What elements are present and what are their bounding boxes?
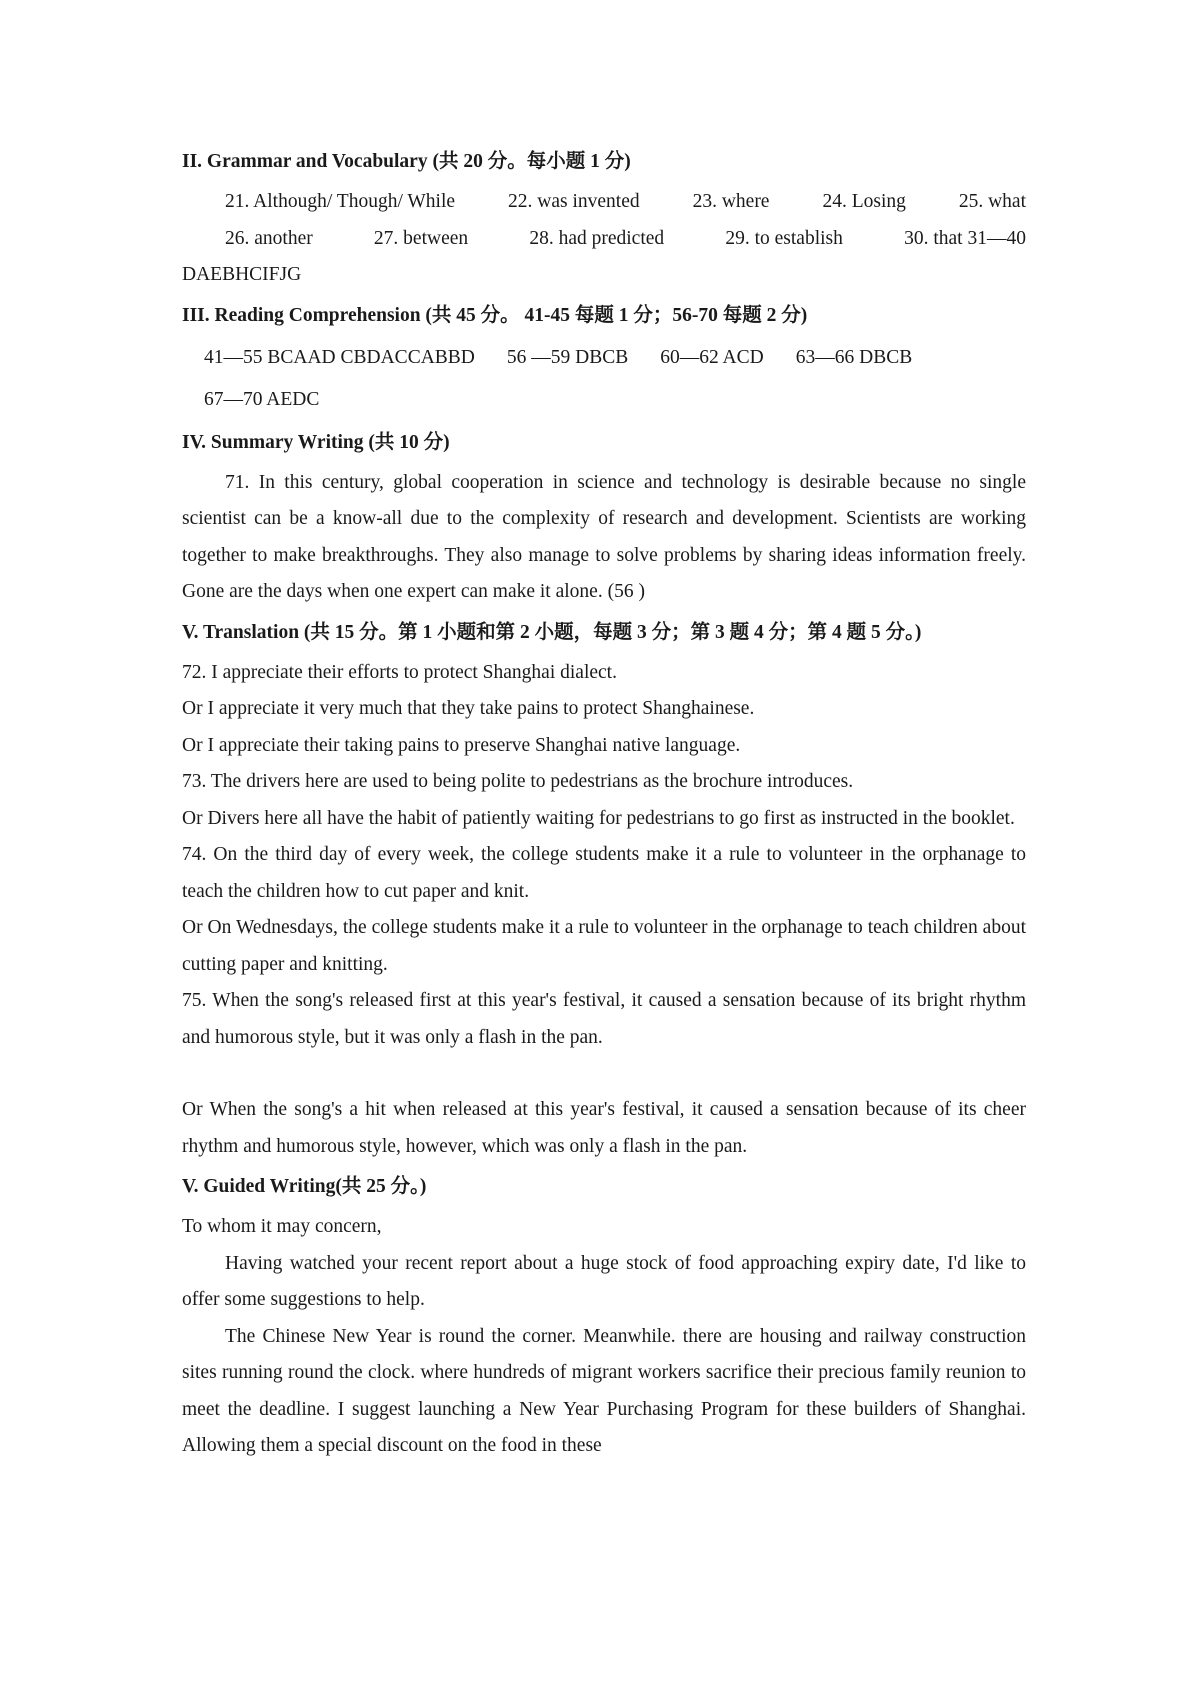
translation-75: 75. When the song's released first at this year's festival, it caused a sensation because of its bright rhythm and humorous style, but it was only a flash in the pan. [182,990,1026,1048]
translation-73-alt: Or Divers here all have the habit of patiently waiting for pedestrians to go first as instructed in the booklet. [182,807,1015,829]
summary-heading: IV. Summary Writing (共 10 分) [182,431,450,453]
answers-60-62: 60—62 ACD [660,346,764,368]
answer-21: 21. Although/ Though/ While [225,191,456,212]
answer-30-31-40: 30. that 31—40 [904,227,1026,249]
answers-63-66: 63—66 DBCB [795,346,913,368]
spacer [182,1056,1026,1092]
answer-26: 26. another [225,227,313,249]
answers-56-59: 56 —59 DBCB [506,346,629,368]
grammar-answers-row-2 [182,221,1026,258]
translation-72-alt-2: Or I appreciate their taking pains to preserve Shanghai native language. [182,734,741,756]
answer-29: 29. to establish [725,227,843,249]
letter-salutation: To whom it may concern, [182,1216,382,1237]
translation-73: 73. The drivers here are used to being polite to pedestrians as the brochure introduces. [182,771,854,792]
grammar-answers-31-40: DAEBHCIFJG [182,264,302,285]
answer-28: 28. had predicted [529,227,665,249]
translation-72: 72. I appreciate their efforts to protect Shanghai dialect. [182,661,617,683]
grammar-heading: II. Grammar and Vocabulary (共 20 分。每小题 1 分) [182,151,631,172]
reading-answers-row-1 [182,340,1026,377]
answer-27: 27. between [373,227,469,249]
translation-75-alt: Or When the song's a hit when released at this year's festival, it caused a sensation because of its cheer rhythm and humorous style, however, which was only a flash in the pan. [182,1099,1026,1157]
answer-22: 22. was invented [508,191,640,212]
answer-24: 24. Losing [822,191,906,212]
answer-23: 23. where [692,191,770,212]
answers-67-70: 67—70 AEDC [204,389,320,410]
letter-paragraph-2: The Chinese New Year is round the corner. Meanwhile. there are housing and railway construction sites running round the clock. where hundreds of migrant workers sacrifice their precious family reunion to meet the deadline. I suggest launching a New Year Purchasing Program for these builders of Shanghai. Allowing them a special discount on the food in these [182,1325,1026,1456]
grammar-answers-row-1 [182,184,1026,221]
reading-heading: III. Reading Comprehension (共 45 分。 41-45 每题 1 分；56-70 每题 2 分) [182,304,808,326]
writing-heading: V. Guided Writing(共 25 分。) [182,1176,427,1197]
translation-74: 74. On the third day of every week, the college students make it a rule to volunteer in the orphanage to teach the children how to cut paper and knit. [182,844,1026,902]
translation-74-alt: Or On Wednesdays, the college students make it a rule to volunteer in the orphanage to teach children about cutting paper and knitting. [182,917,1026,975]
summary-text: 71. In this century, global cooperation in science and technology is desirable because no single scientist can be a know-all due to the complexity of research and development. Scientists are working together to make breakthroughs. They also manage to solve problems by sharing ideas information freely. Gone are the days when one expert can make it alone. (56 ) [182,471,1026,602]
answers-41-55: 41—55 BCAAD CBDACCABBD [204,346,475,368]
reading-answers-row-2 [182,382,1026,419]
answer-key-page [182,140,1026,1465]
answer-25: 25. what [958,191,1026,212]
translation-heading: V. Translation (共 15 分。第 1 小题和第 2 小题，每题 3 分；第 3 题 4 分；第 4 题 5 分。) [182,621,922,643]
translation-72-alt-1: Or I appreciate it very much that they take pains to protect Shanghainese. [182,698,755,719]
letter-paragraph-1: Having watched your recent report about a huge stock of food approaching expiry date, I'd like to offer some suggestions to help. [182,1252,1026,1310]
